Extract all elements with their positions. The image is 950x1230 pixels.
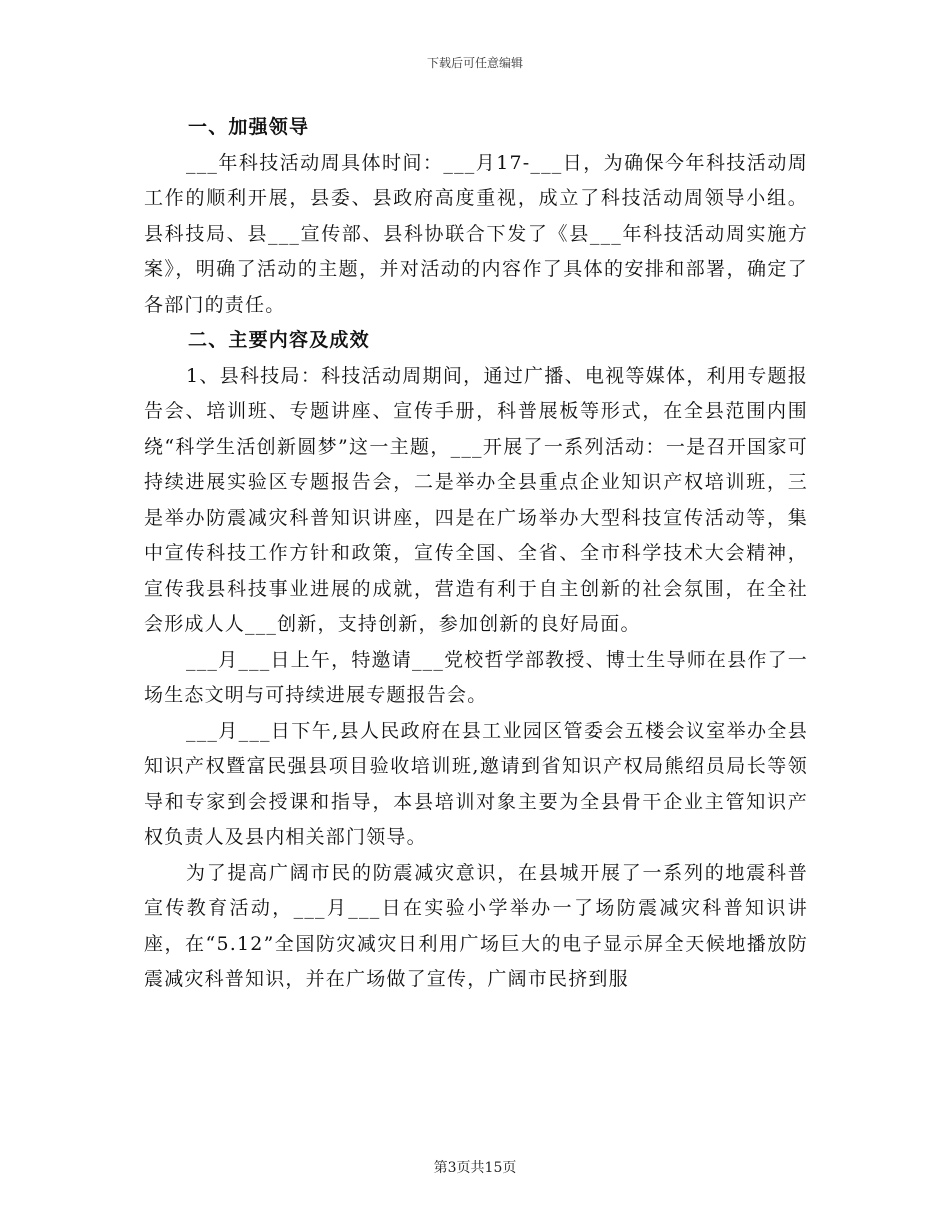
paragraph: ___月___日上午，特邀请___党校哲学部教授、博士生导师在县作了一场生态文明与可持续进展专题报告会。 (144, 648, 808, 706)
section-heading-leadership: 一、加强领导 (188, 116, 310, 138)
page-header: 下载后可任意编辑 (426, 56, 523, 70)
document-body (144, 110, 808, 998)
section-heading-main-content: 二、主要内容及成效 (188, 329, 370, 351)
paragraph: 为了提高广阔市民的防震减灾意识，在县城开展了一系列的地震科普宣传教育活动，___月___日在实验小学举办一了场防震减灾科普知识讲座，在“5.12”全国防灾减灾日利用广场巨大的电子显示屏全天候地播放防震减灾科普知识，并在广场做了宣传，广阔市民挤到服 (144, 861, 808, 990)
paragraph: ___年科技活动周具体时间：___月17-___日，为确保今年科技活动周工作的顺利开展，县委、县政府高度重视，成立了科技活动周领导小组。县科技局、县___宣传部、县科协联合下发了《县___年科技活动周实施方案》，明确了活动的主题，并对活动的内容作了具体的安排和部署，确定了各部门的责任。 (144, 151, 808, 316)
paragraph: ___月___日下午,县人民政府在县工业园区管委会五楼会议室举办全县知识产权暨富民强县项目验收培训班,邀请到省知识产权局熊绍员局长等领导和专家到会授课和指导，本县培训对象主要为全县骨干企业主管知识产权负责人及县内相关部门领导。 (144, 719, 808, 848)
paragraph: 1、县科技局：科技活动周期间，通过广播、电视等媒体，利用专题报告会、培训班、专题讲座、宣传手册，科普展板等形式，在全县范围内围绕“科学生活创新圆梦”这一主题，___开展了一系列活动：一是召开国家可持续进展实验区专题报告会，二是举办全县重点企业知识产权培训班，三是举办防震减灾科普知识讲座，四是在广场举办大型科技宣传活动等，集中宣传科技工作方针和政策，宣传全国、全省、全市科学技术大会精神，宣传我县科技事业进展的成就，营造有利于自主创新的社会氛围，在全社会形成人人___创新，支持创新，参加创新的良好局面。 (144, 364, 808, 635)
page-number: 第3页共15页 (433, 1160, 517, 1176)
